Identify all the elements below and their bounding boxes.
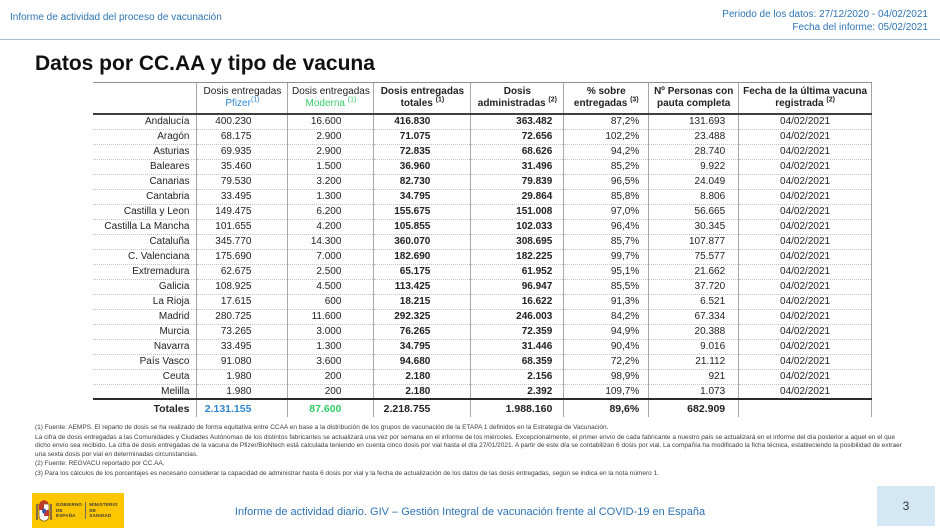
cell-total: 94.680	[374, 354, 471, 369]
cell-administered: 79.839	[471, 174, 564, 189]
cell-pct: 91,3%	[564, 294, 649, 309]
table-row	[93, 144, 872, 159]
cell-administered: 182.225	[471, 249, 564, 264]
cell-total: 182.690	[374, 249, 471, 264]
col-header-moderna: Dosis entregadas Moderna $^{(1)}$	[288, 83, 374, 115]
cell-pfizer: 280.725	[197, 309, 288, 324]
cell-pct: 102,2%	[564, 129, 649, 144]
cell-pct: 85,5%	[564, 279, 649, 294]
cell-date: 04/02/2021	[739, 219, 872, 234]
cell-administered: 2.156	[471, 369, 564, 384]
cell-pfizer: 108.925	[197, 279, 288, 294]
cell-complete: 21.112	[649, 354, 739, 369]
cell-date: 04/02/2021	[739, 204, 872, 219]
cell-complete: 107.877	[649, 234, 739, 249]
cell-total: 113.425	[374, 279, 471, 294]
cell-pfizer: 69.935	[197, 144, 288, 159]
cell-total: 416.830	[374, 114, 471, 129]
cell-pfizer: 62.675	[197, 264, 288, 279]
cell-date: 04/02/2021	[739, 189, 872, 204]
cell-administered: 96.947	[471, 279, 564, 294]
cell-total: 2.180	[374, 384, 471, 399]
cell-pfizer: 17.615	[197, 294, 288, 309]
cell-administered: 31.496	[471, 159, 564, 174]
cell-moderna: 14.300	[288, 234, 374, 249]
cell-pfizer: 91.080	[197, 354, 288, 369]
footnote: (1) Fuente: AEMPS. El reparto de dosis se ha realizado de forma equitativa entre CCAA en base a la distribución de los grupos de vacunación de la ETAPA 1 definidos en la Estrategia de Vacunación.	[35, 424, 609, 431]
table-row	[93, 264, 872, 279]
cell-pfizer: 33.495	[197, 339, 288, 354]
cell-region: C. Valenciana	[93, 249, 197, 264]
cell-date: 04/02/2021	[739, 384, 872, 399]
cell-date: 04/02/2021	[739, 309, 872, 324]
cell-total: 155.675	[374, 204, 471, 219]
data-period: Periodo de los datos: 27/12/2020 - 04/02/2021	[722, 9, 928, 20]
cell-date: 04/02/2021	[739, 279, 872, 294]
cell-administered: 2.392	[471, 384, 564, 399]
cell-region: Cantabria	[93, 189, 197, 204]
cell-date: 04/02/2021	[739, 369, 872, 384]
cell-region: Galicia	[93, 279, 197, 294]
cell-pct: 94,9%	[564, 324, 649, 339]
cell-region: Andalucía	[93, 114, 197, 129]
cell-region: Asturias	[93, 144, 197, 159]
cell-pct: 98,9%	[564, 369, 649, 384]
cell-pfizer: 68.175	[197, 129, 288, 144]
table-row	[93, 249, 872, 264]
cell-pct: 85,2%	[564, 159, 649, 174]
cell-administered: 246.003	[471, 309, 564, 324]
cell-administered: 16.622	[471, 294, 564, 309]
cell-pfizer: 2.131.155	[197, 399, 288, 417]
cell-complete: 6.521	[649, 294, 739, 309]
cell-administered: 68.359	[471, 354, 564, 369]
table-row	[93, 369, 872, 384]
table-row	[93, 159, 872, 174]
table-row	[93, 129, 872, 144]
cell-total: 36.960	[374, 159, 471, 174]
cell-region: Murcia	[93, 324, 197, 339]
cell-complete: 8.806	[649, 189, 739, 204]
cell-pfizer: 73.265	[197, 324, 288, 339]
cell-pct: 96,5%	[564, 174, 649, 189]
cell-pfizer: 149.475	[197, 204, 288, 219]
cell-total: 76.265	[374, 324, 471, 339]
table-row	[93, 309, 872, 324]
cell-total: 65.175	[374, 264, 471, 279]
cell-region: Cataluña	[93, 234, 197, 249]
cell-complete: 921	[649, 369, 739, 384]
table-row	[93, 339, 872, 354]
cell-date: 04/02/2021	[739, 174, 872, 189]
cell-complete: 23.488	[649, 129, 739, 144]
cell-complete: 682.909	[649, 399, 739, 417]
cell-complete: 1.073	[649, 384, 739, 399]
table-row	[93, 174, 872, 189]
cell-administered: 72.656	[471, 129, 564, 144]
footer-title: Informe de actividad diario. GIV – Gestión Integral de vacunación frente al COVID-19 en España	[234, 506, 706, 518]
col-header-region	[93, 83, 197, 115]
report-subtitle: Informe de actividad del proceso de vacunación	[10, 12, 222, 23]
cell-administered: 68.626	[471, 144, 564, 159]
cell-moderna: 200	[288, 384, 374, 399]
cell-date: 04/02/2021	[739, 339, 872, 354]
cell-total: 34.795	[374, 339, 471, 354]
vaccine-table	[93, 82, 872, 417]
cell-moderna: 16.600	[288, 114, 374, 129]
cell-pfizer: 345.770	[197, 234, 288, 249]
cell-moderna: 1.300	[288, 339, 374, 354]
cell-complete: 56.665	[649, 204, 739, 219]
page-header	[0, 0, 940, 40]
cell-complete: 67.334	[649, 309, 739, 324]
cell-moderna: 200	[288, 369, 374, 384]
cell-complete: 24.049	[649, 174, 739, 189]
cell-administered: 308.695	[471, 234, 564, 249]
cell-moderna: 3.200	[288, 174, 374, 189]
col-header-administered: Dosis administradas $^{(2)}$	[471, 83, 564, 115]
coat-of-arms-icon	[35, 498, 53, 524]
table-row	[93, 279, 872, 294]
cell-date: 04/02/2021	[739, 249, 872, 264]
cell-total: 2.218.755	[374, 399, 471, 417]
table-row	[93, 189, 872, 204]
col-header-pfizer: Dosis entregadas Pfizer$^{(1)}$	[197, 83, 288, 115]
footnote: (3) Para los cálculos de los porcentajes es necesario considerar la capacidad de administrar hasta 6 dosis por vial y la fecha de actualización de los datos de las dosis entregadas, según se indica en la nota número 1.	[35, 469, 659, 477]
cell-total: 2.180	[374, 369, 471, 384]
cell-moderna: 3.600	[288, 354, 374, 369]
cell-moderna: 7.000	[288, 249, 374, 264]
cell-moderna: 11.600	[288, 309, 374, 324]
cell-moderna: 87.600	[288, 399, 374, 417]
page-number: 3	[877, 486, 935, 526]
col-header-pct: % sobre entregadas $^{(3)}$	[564, 83, 649, 115]
cell-pfizer: 101.655	[197, 219, 288, 234]
cell-administered: 1.988.160	[471, 399, 564, 417]
table-row	[93, 384, 872, 399]
footnote: La cifra de dosis entregadas a las Comunidades y Ciudades Autónomas de los distintos fabricantes se actualizará una vez por semana en el informe de los miércoles. Excepcionalmente, el primer envío de cada fabricante a nuestro país se actualizará en el informe del día posterior a aquel en el que dicho envío sea recibido. La cifra de dosis entregadas de la vacuna de Pfizer/BioNtech está calculada teniendo en cuenta cinco dosis por vial hasta el día 27/01/2021. A partir de este día se contabilizan 6 dosis por vial. La compañía ha modificado la ficha técnica, estableciendo la posibilidad de extraer una sexta dosis por vial en determinadas circunstancias.	[35, 433, 902, 458]
table-row	[93, 354, 872, 369]
cell-pct: 90,4%	[564, 339, 649, 354]
totals-row	[93, 399, 872, 417]
footnotes	[35, 424, 906, 479]
cell-total: 105.855	[374, 219, 471, 234]
cell-pct: 99,7%	[564, 249, 649, 264]
cell-total: 360.070	[374, 234, 471, 249]
cell-pct: 96,4%	[564, 219, 649, 234]
cell-date: 04/02/2021	[739, 129, 872, 144]
cell-moderna: 4.200	[288, 219, 374, 234]
cell-region: Aragón	[93, 129, 197, 144]
cell-administered: 102.033	[471, 219, 564, 234]
cell-moderna: 4.500	[288, 279, 374, 294]
cell-date: 04/02/2021	[739, 159, 872, 174]
cell-complete: 21.662	[649, 264, 739, 279]
cell-moderna: 1.300	[288, 189, 374, 204]
cell-pfizer: 175.690	[197, 249, 288, 264]
report-dates	[722, 8, 928, 34]
table-row	[93, 204, 872, 219]
table-row	[93, 114, 872, 129]
cell-date: 04/02/2021	[739, 294, 872, 309]
cell-total: 34.795	[374, 189, 471, 204]
footnote: (2) Fuente: REGVACU reportado por CC.AA.	[35, 460, 165, 468]
cell-region: Madrid	[93, 309, 197, 324]
cell-administered: 151.008	[471, 204, 564, 219]
cell-pct: 87,2%	[564, 114, 649, 129]
cell-region: País Vasco	[93, 354, 197, 369]
cell-region: Castilla y Leon	[93, 204, 197, 219]
report-date: Fecha del informe: 05/02/2021	[792, 22, 928, 33]
cell-pct: 97,0%	[564, 204, 649, 219]
cell-complete: 20.388	[649, 324, 739, 339]
cell-complete: 9.016	[649, 339, 739, 354]
cell-date: 04/02/2021	[739, 324, 872, 339]
cell-date: 04/02/2021	[739, 144, 872, 159]
cell-region: Canarias	[93, 174, 197, 189]
cell-date: 04/02/2021	[739, 114, 872, 129]
cell-complete: 30.345	[649, 219, 739, 234]
cell-moderna: 2.500	[288, 264, 374, 279]
logo-gobierno-text: GOBIERNO DE ESPAÑA	[53, 502, 86, 519]
table-row	[93, 234, 872, 249]
cell-complete: 75.577	[649, 249, 739, 264]
col-header-complete: Nº Personas con pauta completa	[649, 83, 739, 115]
cell-region: Extremadura	[93, 264, 197, 279]
table-row	[93, 219, 872, 234]
cell-moderna: 6.200	[288, 204, 374, 219]
cell-pct: 94,2%	[564, 144, 649, 159]
cell-total: 292.325	[374, 309, 471, 324]
cell-moderna: 600	[288, 294, 374, 309]
table-body	[93, 114, 872, 417]
cell-total: 71.075	[374, 129, 471, 144]
cell-pfizer: 400.230	[197, 114, 288, 129]
cell-complete: 28.740	[649, 144, 739, 159]
cell-total: 72.835	[374, 144, 471, 159]
cell-region: Baleares	[93, 159, 197, 174]
cell-pfizer: 1.980	[197, 369, 288, 384]
page-title: Datos por CC.AA y tipo de vacuna	[35, 52, 375, 75]
cell-region: Castilla La Mancha	[93, 219, 197, 234]
logo-ministerio-text: MINISTERIO DE SANIDAD	[89, 502, 118, 519]
table-container	[93, 82, 873, 417]
table-row	[93, 294, 872, 309]
table-header-row	[93, 83, 872, 115]
cell-pct: 109,7%	[564, 384, 649, 399]
cell-moderna: 3.000	[288, 324, 374, 339]
cell-complete: 9.922	[649, 159, 739, 174]
cell-pfizer: 1.980	[197, 384, 288, 399]
cell-complete: 37.720	[649, 279, 739, 294]
cell-pfizer: 79.530	[197, 174, 288, 189]
table-head	[93, 83, 872, 115]
cell-pfizer: 33.495	[197, 189, 288, 204]
cell-region: Totales	[93, 399, 197, 417]
col-header-total: Dosis entregadas totales $^{(1)}$	[374, 83, 471, 115]
cell-pct: 85,7%	[564, 234, 649, 249]
cell-date	[739, 399, 872, 417]
cell-administered: 29.864	[471, 189, 564, 204]
cell-administered: 363.482	[471, 114, 564, 129]
cell-moderna: 2.900	[288, 144, 374, 159]
cell-administered: 61.952	[471, 264, 564, 279]
cell-date: 04/02/2021	[739, 264, 872, 279]
page-footer	[0, 488, 940, 532]
table-row	[93, 324, 872, 339]
cell-total: 82.730	[374, 174, 471, 189]
cell-administered: 31.446	[471, 339, 564, 354]
cell-pct: 89,6%	[564, 399, 649, 417]
cell-region: Melilla	[93, 384, 197, 399]
cell-pct: 85,8%	[564, 189, 649, 204]
cell-region: Navarra	[93, 339, 197, 354]
cell-region: Ceuta	[93, 369, 197, 384]
cell-administered: 72.359	[471, 324, 564, 339]
cell-pct: 72,2%	[564, 354, 649, 369]
cell-date: 04/02/2021	[739, 354, 872, 369]
cell-pfizer: 35.460	[197, 159, 288, 174]
cell-date: 04/02/2021	[739, 234, 872, 249]
cell-pct: 95,1%	[564, 264, 649, 279]
cell-moderna: 2.900	[288, 129, 374, 144]
cell-total: 18.215	[374, 294, 471, 309]
cell-region: La Rioja	[93, 294, 197, 309]
cell-complete: 131.693	[649, 114, 739, 129]
cell-pct: 84,2%	[564, 309, 649, 324]
col-header-date: Fecha de la última vacuna registrada $^{(2)}$	[739, 83, 872, 115]
cell-moderna: 1.500	[288, 159, 374, 174]
